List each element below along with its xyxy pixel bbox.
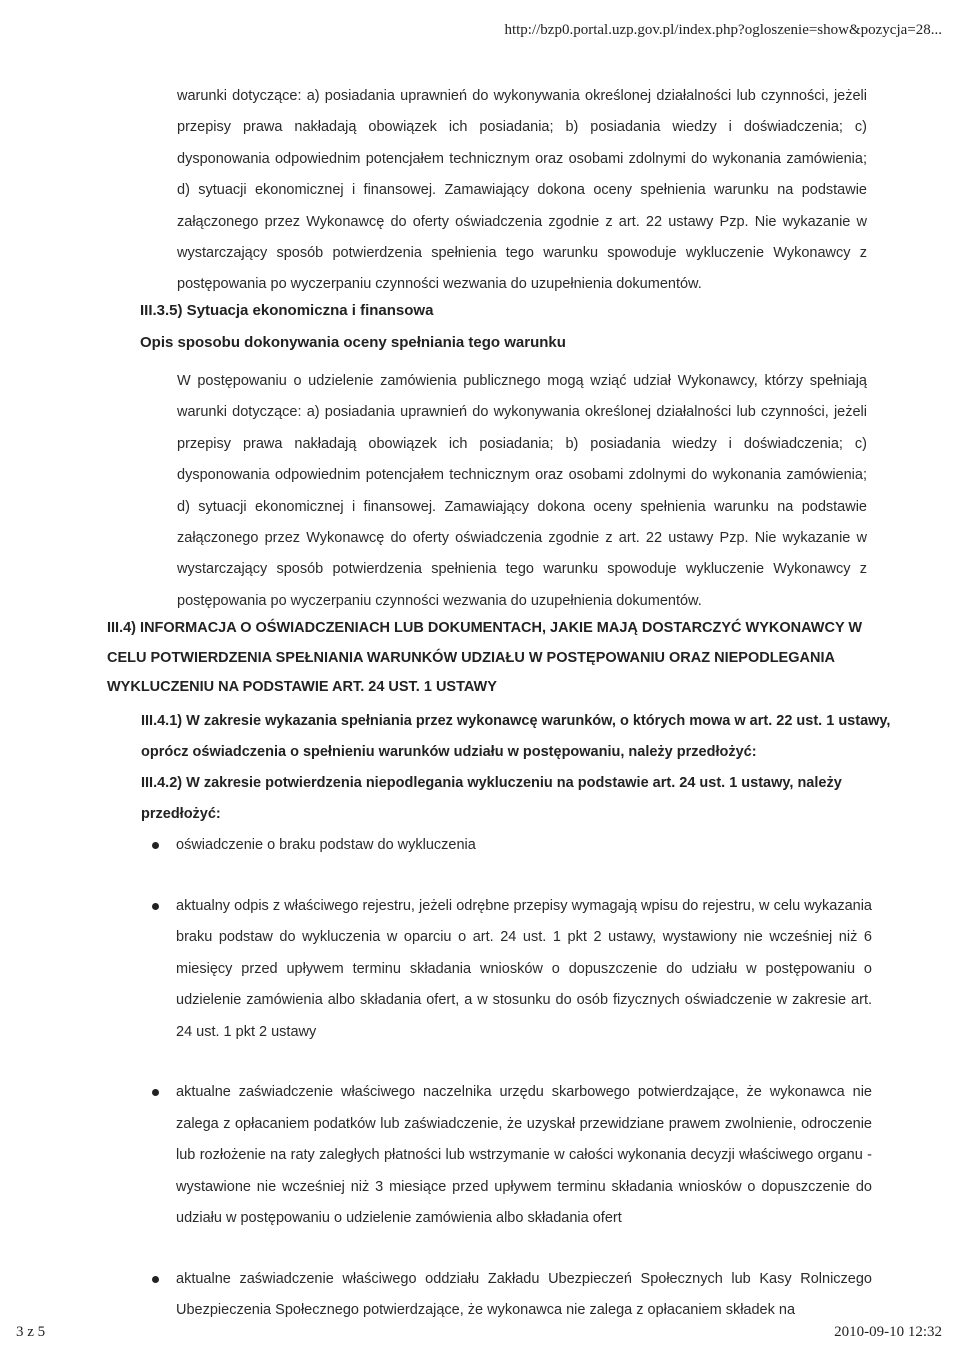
heading-economic-situation: III.3.5) Sytuacja ekonomiczna i finansowa bbox=[140, 302, 434, 319]
list-item-text: aktualne zaświadczenie właściwego oddziału Zakładu Ubezpieczeń Społecznych lub Kasy Rolniczego Ubezpieczenia Społecznego potwierdzające, że wykonawca nie zalega z opłacaniem składek na bbox=[176, 1270, 872, 1318]
bullet-icon bbox=[152, 903, 159, 910]
page-url: http://bzp0.portal.uzp.gov.pl/index.php?ogloszenie=show&pozycja=28... bbox=[504, 22, 942, 38]
list-item bbox=[152, 891, 872, 1049]
list-item-text: aktualny odpis z właściwego rejestru, jeżeli odrębne przepisy wymagają wpisu do rejestru, w celu wykazania braku podstaw do wykluczenia w oparciu o art. 24 ust. 1 pkt 2 ustawy, wystawiony nie wcześniej niż 6 miesięcy przed upływem terminu składania wniosków o dopuszczenie do udziału w postępowaniu o udzielenie zamówienia albo składania ofert, a w stosunku do osób fizycznych oświadczenie w zakresie art. 24 ust. 1 pkt 2 ustawy bbox=[176, 897, 872, 1040]
list-item bbox=[152, 1077, 872, 1235]
section-heading-documents: III.4) INFORMACJA O OŚWIADCZENIACH LUB DOKUMENTACH, JAKIE MAJĄ DOSTARCZYĆ WYKONAWCY W CELU POTWIERDZENIA SPEŁNIANIA WARUNKÓW UDZIAŁU W POSTĘPOWANIU ORAZ NIEPODLEGANIA WYKLUCZENIU NA PODSTAWIE ART. 24 UST. 1 USTAWY bbox=[107, 620, 863, 695]
list-item-text: oświadczenie o braku podstaw do wykluczenia bbox=[176, 837, 476, 853]
list-item-text: aktualne zaświadczenie właściwego naczelnika urzędu skarbowego potwierdzające, że wykonawca nie zalega z opłacaniem podatków lub zaświadczenie, że uzyskał przewidziane prawem zwolnienie, odroczenie lub rozłożenie na raty zaległych płatności lub wstrzymanie w całości wykonania decyzji właściwego organu - wystawione nie wcześniej niż 3 miesiące przed upływem terminu składania wniosków o dopuszczenie do udziału w postępowaniu o udzielenie zamówienia albo składania ofert bbox=[176, 1084, 872, 1226]
paragraph-conditions: W postępowaniu o udzielenie zamówienia publicznego mogą wziąć udział Wykonawcy, którzy spełniają warunki dotyczące: a) posiadania uprawnień do wykonywania określonej działalności lub czynności, jeżeli przepisy prawa nakładają obowiązek ich posiadania; b) posiadania wiedzy i doświadczenia; c) dysponowania odpowiednim potencjałem technicznym oraz osobami zdolnymi do wykonania zamówienia; d) sytuacji ekonomicznej i finansowej. Zamawiający dokona oceny spełnienia warunku na podstawie załączonego przez Wykonawcę do oferty oświadczenia zgodnie z art. 22 ustawy Pzp. Nie wykazanie w wystarczający sposób potwierdzenia spełnienia tego warunku spowoduje wykluczenie Wykonawcy z postępowania po wyczerpaniu czynności wezwania do uzupełnienia dokumentów. bbox=[177, 373, 867, 609]
bullet-icon bbox=[152, 1089, 159, 1096]
subsection-341: III.4.1) W zakresie wykazania spełniania przez wykonawcę warunków, o których mowa w art. 22 ust. 1 ustawy, oprócz oświadczenia o spełnieniu warunków udziału w postępowaniu, należy przedłożyć: bbox=[141, 713, 891, 760]
print-timestamp: 2010-09-10 12:32 bbox=[834, 1324, 942, 1340]
subsection-342: III.4.2) W zakresie potwierdzenia niepodlegania wykluczeniu na podstawie art. 24 ust. 1 ustawy, należy przedłożyć: bbox=[141, 775, 842, 822]
paragraph-conditions-continued: warunki dotyczące: a) posiadania uprawnień do wykonywania określonej działalności lub czynności, jeżeli przepisy prawa nakładają obowiązek ich posiadania; b) posiadania wiedzy i doświadczenia; c) dysponowania odpowiednim potencjałem technicznym oraz osobami zdolnymi do wykonania zamówienia; d) sytuacji ekonomicznej i finansowej. Zamawiający dokona oceny spełnienia warunku na podstawie załączonego przez Wykonawcę do oferty oświadczenia zgodnie z art. 22 ustawy Pzp. Nie wykazanie w wystarczający sposób potwierdzenia spełnienia tego warunku spowoduje wykluczenie Wykonawcy z postępowania po wyczerpaniu czynności wezwania do uzupełnienia dokumentów. bbox=[177, 88, 867, 293]
list-item bbox=[152, 1264, 872, 1327]
required-documents-list bbox=[152, 830, 872, 1356]
heading-assessment-method: Opis sposobu dokonywania oceny spełniania tego warunku bbox=[140, 334, 566, 351]
bullet-icon bbox=[152, 842, 159, 849]
bullet-icon bbox=[152, 1276, 159, 1283]
page-number: 3 z 5 bbox=[16, 1324, 46, 1340]
list-item bbox=[152, 830, 872, 862]
